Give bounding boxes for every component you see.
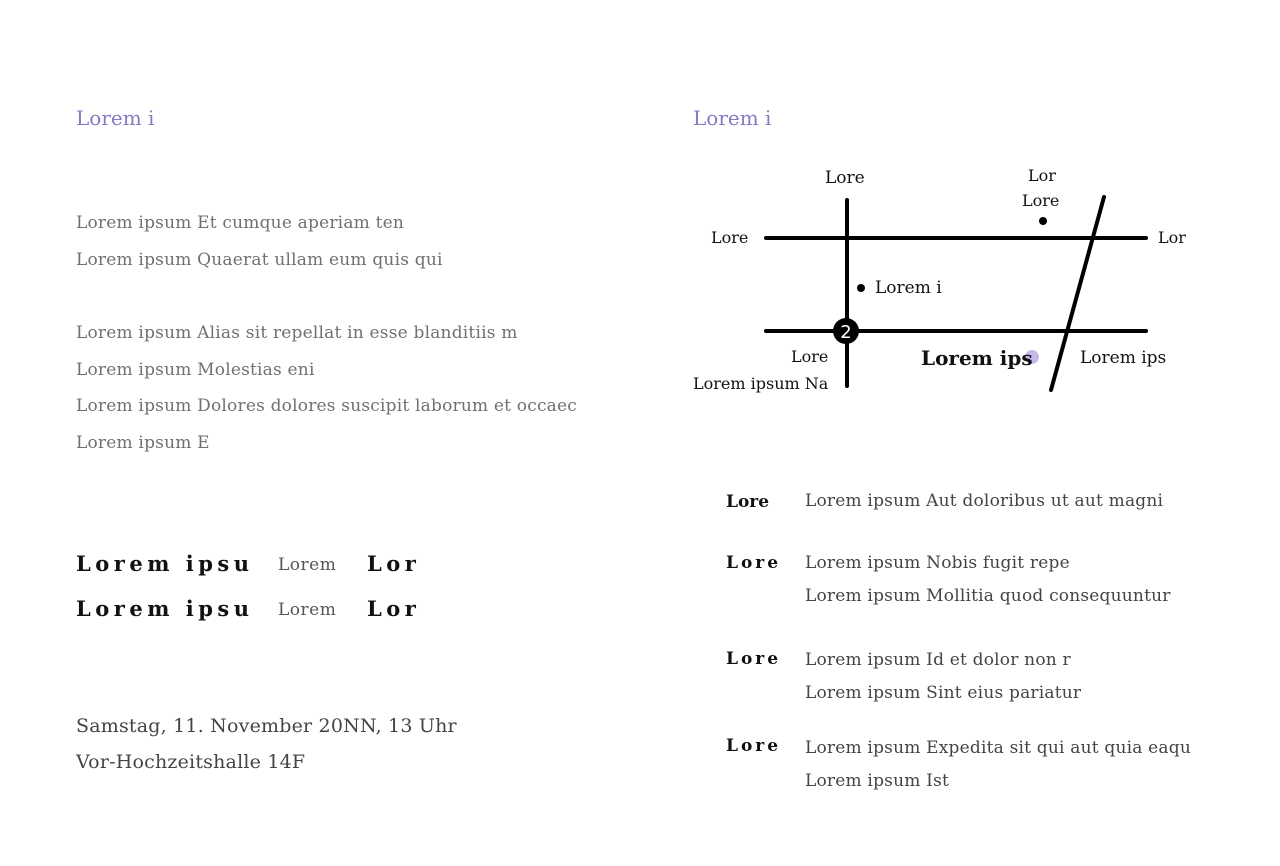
- access-text: Lorem ipsum Nobis fugit repe: [805, 553, 1070, 573]
- access-text: Lorem ipsum Id et dolor non r: [805, 650, 1071, 670]
- access-text: Lorem ipsum Expedita sit qui aut quia eaqu: [805, 738, 1192, 758]
- access-text: Lorem ipsum Sint eius pariatur: [805, 683, 1082, 703]
- access-key: Lore: [726, 553, 782, 573]
- intro-line: Lorem ipsum Molestias eni: [76, 360, 315, 380]
- map-label: Lore: [1022, 191, 1060, 210]
- access-text: Lorem ipsum Mollitia quod consequuntur: [805, 586, 1171, 606]
- map-label: Lore: [711, 228, 749, 247]
- event-date: Samstag, 11. November 20NN, 13 Uhr: [76, 715, 457, 737]
- schedule-value: Lor: [367, 596, 421, 621]
- schedule-value: Lor: [367, 551, 421, 576]
- map-point-icon: [1039, 217, 1047, 225]
- schedule-label: Lorem ipsu: [76, 596, 254, 621]
- map-label: Lorem i: [875, 278, 942, 298]
- schedule-separator: Lorem: [278, 555, 337, 575]
- access-text: Lorem ipsum Aut doloribus ut aut magni: [805, 491, 1164, 511]
- intro-line: Lorem ipsum E: [76, 433, 210, 453]
- station-number: 2: [840, 322, 852, 343]
- access-key: Lore: [726, 492, 770, 512]
- access-text: Lorem ipsum Ist: [805, 771, 950, 791]
- map-label: Lor: [1028, 166, 1056, 185]
- map-label: Lore: [825, 168, 865, 188]
- left-section-title: Lorem i: [76, 106, 155, 130]
- map-point-icon: [857, 284, 865, 292]
- access-key: Lore: [726, 736, 782, 756]
- intro-line: Lorem ipsum Quaerat ullam eum quis qui: [76, 250, 443, 270]
- access-key: Lore: [726, 649, 782, 669]
- intro-line: Lorem ipsum Alias sit repellat in esse blanditiis m: [76, 323, 518, 343]
- map-label: Lorem ipsum Na: [693, 374, 829, 393]
- map-venue-label: Lorem ips: [921, 346, 1033, 370]
- map-label: Lor: [1158, 228, 1186, 247]
- event-venue: Vor-Hochzeitshalle 14F: [76, 751, 306, 773]
- intro-line: Lorem ipsum Et cumque aperiam ten: [76, 213, 405, 233]
- schedule-label: Lorem ipsu: [76, 551, 254, 576]
- intro-line: Lorem ipsum Dolores dolores suscipit laborum et occaec: [76, 396, 577, 416]
- schedule-separator: Lorem: [278, 600, 337, 620]
- map-label: Lorem ips: [1080, 348, 1167, 368]
- right-section-title: Lorem i: [693, 106, 772, 130]
- map-label: Lore: [791, 347, 829, 366]
